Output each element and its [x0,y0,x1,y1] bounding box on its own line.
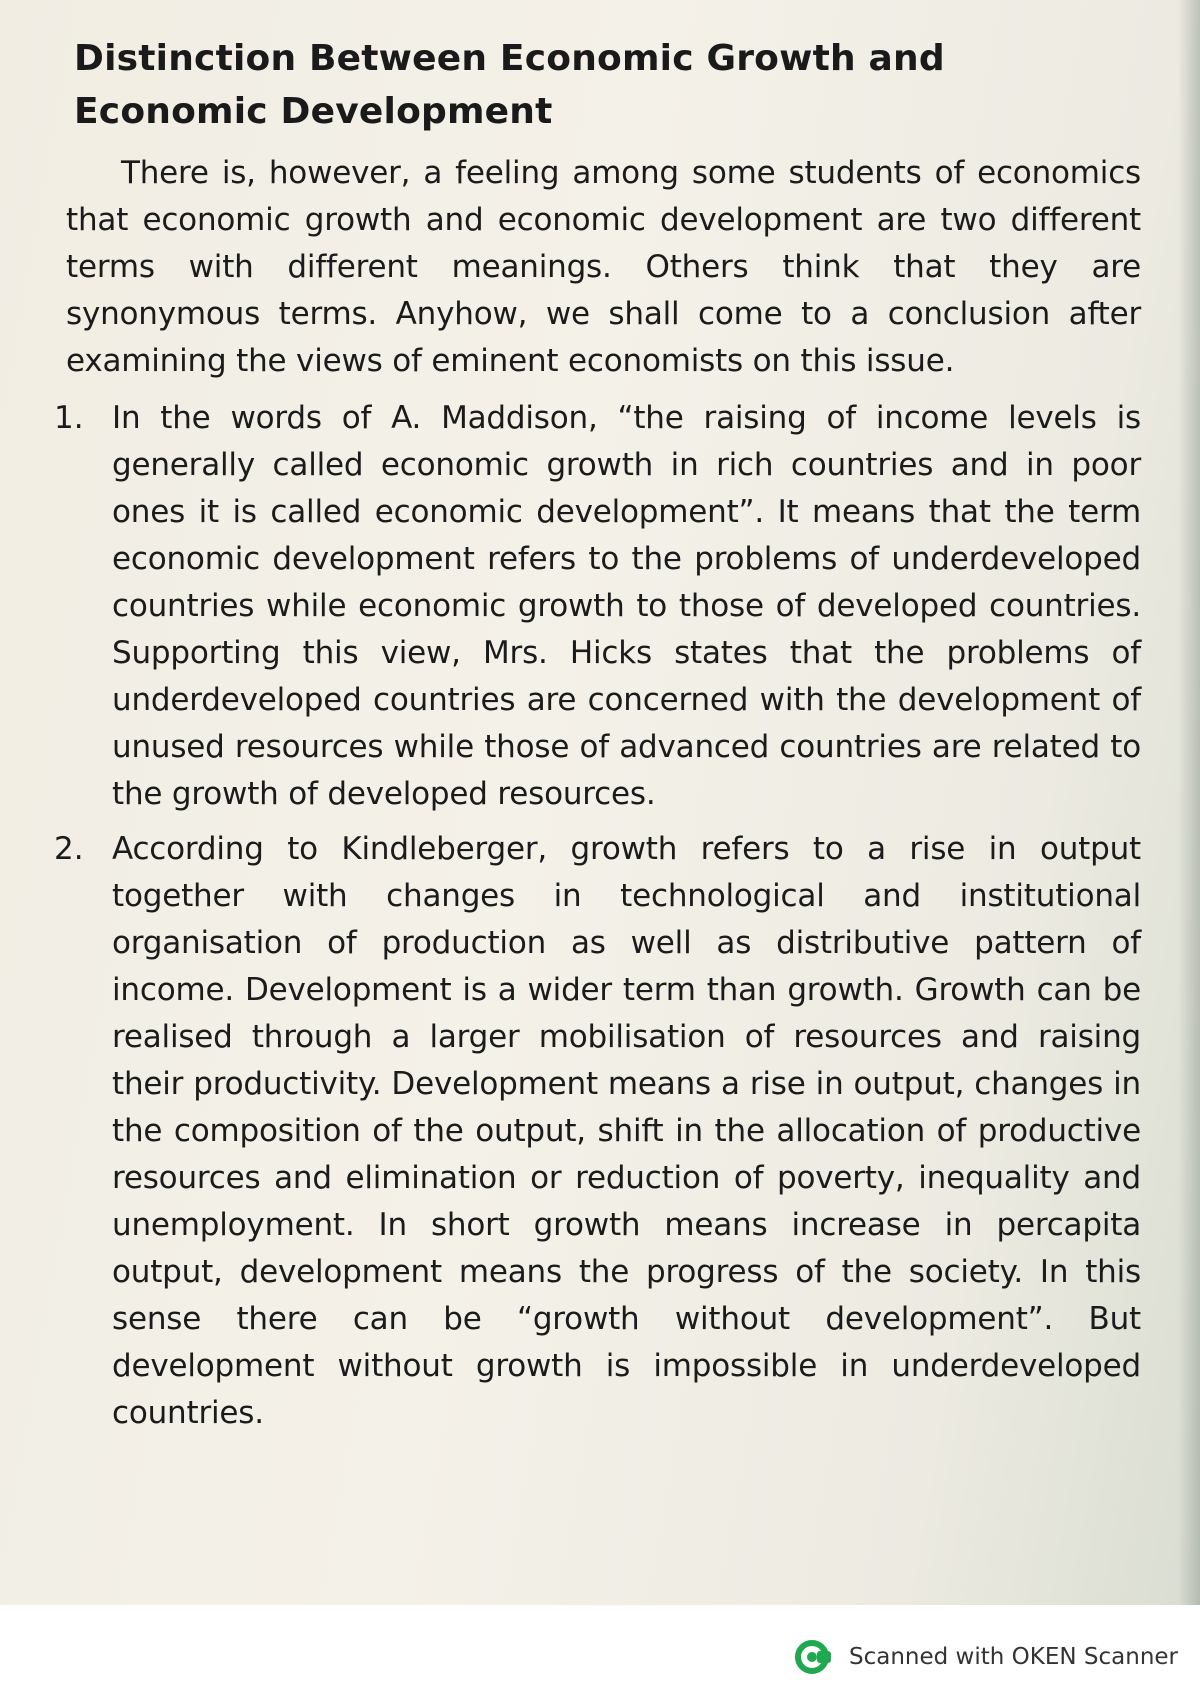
scanner-watermark [795,1637,1178,1677]
section-heading: Distinction Between Economic Growth and Economic Development [74,38,945,132]
list-item [54,395,1141,818]
list-item-text: According to Kindleberger, growth refers to a rise in output together with changes in technological and institutional organisation of production as well as distributive pattern of income. Development is a wider term than growth. Growth can be realised through a larger mobilisation of resources and raising their productivity. Development means a rise in output, changes in the composition of the output, shift in the allocation of productive resources and elimination or reduction of poverty, inequality and unemployment. In short growth means increase in percapita output, development means the progress of the society. In this sense there can be “growth without development”. But development without growth is impossible in underdeveloped countries. [112,831,1141,1431]
intro-paragraph: There is, however, a feeling among some students of economics that economic growth and economic development are two different terms with different meanings. Others think that they are synonymous terms. Anyhow, we shall come to a conclusion after examining the views of eminent economists on this issue. [66,155,1141,379]
list-item-number: 2. [54,831,84,867]
list-item-text: In the words of A. Maddison, “the raising of income levels is generally called economic growth in rich countries and in poor ones it is called economic development”. It means that the term economic development refers to the problems of underdeveloped countries while economic growth to those of developed countries. Supporting this view, Mrs. Hicks states that the problems of underdeveloped countries are concerned with the development of unused resources while those of advanced countries are related to the growth of developed resources. [112,400,1141,812]
page-content [54,32,1141,1445]
scanner-watermark-text: Scanned with OKEN Scanner [849,1644,1178,1670]
page-edge-shadow [1178,0,1200,1605]
list-item-number: 1. [54,400,84,436]
oken-scanner-logo-icon [795,1637,835,1677]
list-item [54,826,1141,1437]
numbered-list [54,395,1141,1437]
